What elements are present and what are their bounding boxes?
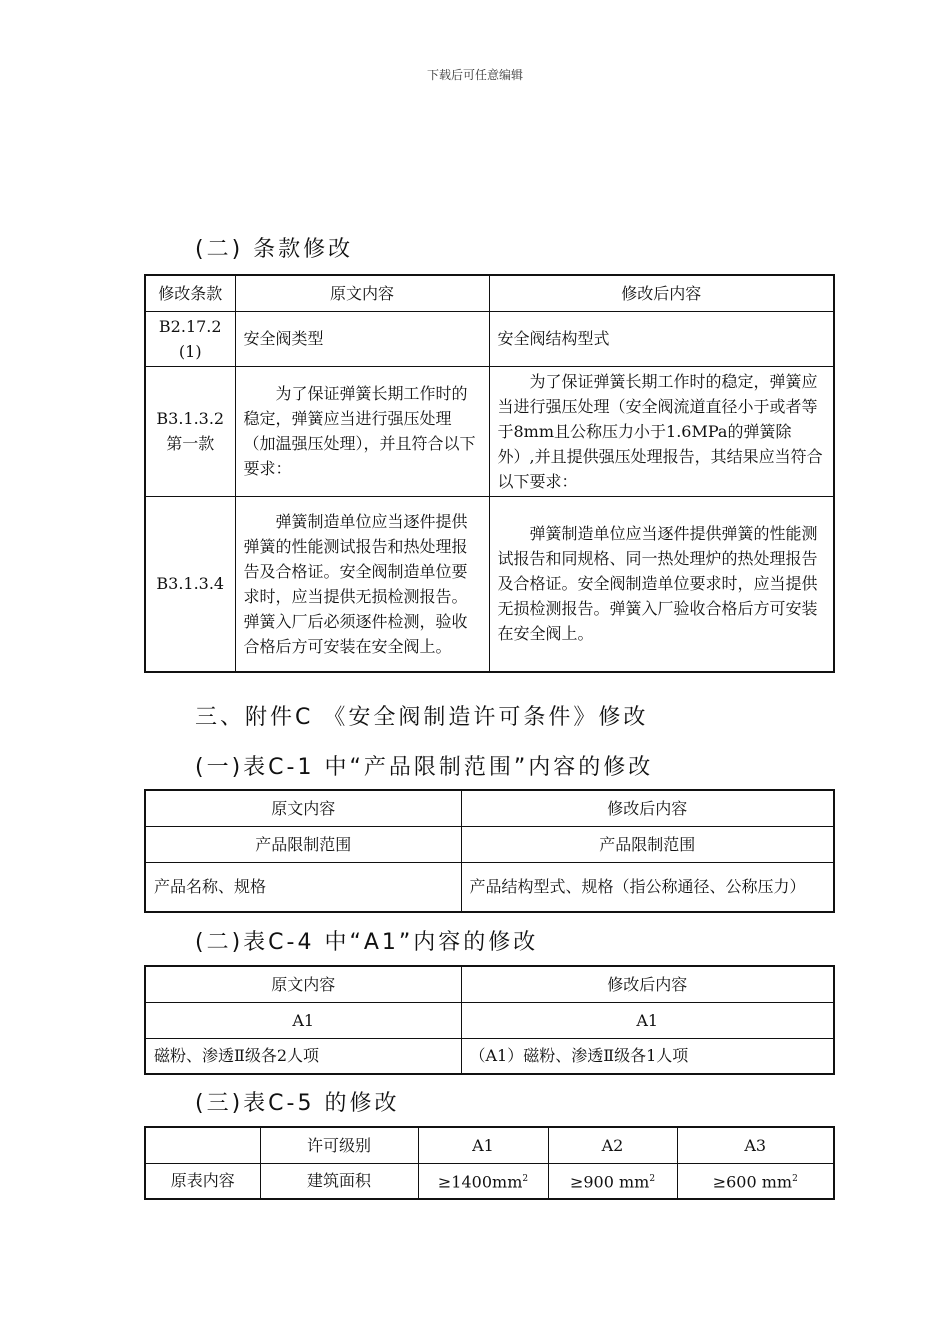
table-cell: 产品限制范围: [145, 826, 461, 862]
header-cell: 原文内容: [145, 790, 461, 826]
table-c1-revision: [144, 789, 835, 913]
table-cell: 原表内容: [145, 1163, 260, 1199]
area-value: ≥1400mm: [437, 1172, 523, 1192]
sub1-heading: (一)表C-1 中“产品限制范围”内容的修改: [195, 755, 654, 780]
table-header-row: [145, 790, 834, 826]
table-row: [145, 366, 834, 496]
original-cell: 弹簧制造单位应当逐件提供弹簧的性能测试报告和热处理报告及合格证。安全阀制造单位要求时，应当提供无损检测报告。弹簧入厂后必须逐件检测，验收合格后方可安装在安全阀上。: [235, 496, 489, 672]
table-c5-revision: [144, 1126, 835, 1200]
superscript: 2: [522, 1174, 529, 1185]
header-cell: [145, 1127, 260, 1163]
superscript: 2: [649, 1174, 656, 1185]
table-cell: [677, 1163, 834, 1199]
table-row: [145, 311, 834, 366]
table-cell: 产品名称、规格: [145, 862, 461, 912]
table-cell: 磁粉、渗透Ⅱ级各2人项: [145, 1038, 461, 1074]
header-cell: A1: [418, 1127, 548, 1163]
table-cell: 产品限制范围: [461, 826, 834, 862]
table-cell: A1: [145, 1002, 461, 1038]
sub3-heading: (三)表C-5 的修改: [195, 1091, 400, 1116]
section3-heading: 三、附件C 《安全阀制造许可条件》修改: [195, 705, 649, 730]
table-c4-revision: [144, 965, 835, 1075]
table-row: [145, 1038, 834, 1074]
table-header-row: [145, 1127, 834, 1163]
table-row: [145, 496, 834, 672]
header-cell: 修改后内容: [461, 790, 834, 826]
table-cell: [418, 1163, 548, 1199]
header-cell: 许可级别: [260, 1127, 418, 1163]
table-cell: 产品结构型式、规格（指公称通径、公称压力）: [461, 862, 834, 912]
clause-revision-table: [144, 274, 835, 673]
area-value: ≥600 mm: [712, 1172, 793, 1192]
table-row: [145, 1002, 834, 1038]
header-cell: 原文内容: [235, 275, 489, 311]
clause-cell: B2.17.2 (1): [145, 311, 235, 366]
table-row: [145, 1163, 834, 1199]
table-header-row: [145, 275, 834, 311]
area-value: ≥900 mm: [569, 1172, 650, 1192]
original-cell: 为了保证弹簧长期工作时的稳定，弹簧应当进行强压处理（加温强压处理），并且符合以下要求：: [235, 366, 489, 496]
clause-cell: B3.1.3.2 第一款: [145, 366, 235, 496]
clause-cell: B3.1.3.4: [145, 496, 235, 672]
revised-cell: 安全阀结构型式: [489, 311, 834, 366]
superscript: 2: [792, 1174, 798, 1185]
header-cell: A2: [548, 1127, 677, 1163]
sub2-heading: (二)表C-4 中“A1”内容的修改: [195, 930, 539, 955]
header-cell: 修改后内容: [461, 966, 834, 1002]
revised-cell: 弹簧制造单位应当逐件提供弹簧的性能测试报告和同规格、同一热处理炉的热处理报告及合格证。安全阀制造单位要求时，应当提供无损检测报告。弹簧入厂验收合格后方可安装在安全阀上。: [489, 496, 834, 672]
header-cell: 原文内容: [145, 966, 461, 1002]
table-cell: [548, 1163, 677, 1199]
table-header-row: [145, 966, 834, 1002]
original-cell: 安全阀类型: [235, 311, 489, 366]
header-note: 下载后可任意编辑: [426, 68, 523, 82]
table-row: [145, 826, 834, 862]
table-cell: A1: [461, 1002, 834, 1038]
section2-heading: (二) 条款修改: [195, 237, 354, 262]
table-cell: 建筑面积: [260, 1163, 418, 1199]
revised-cell: 为了保证弹簧长期工作时的稳定，弹簧应当进行强压处理（安全阀流道直径小于或者等于8mm且公称压力小于1.6MPa的弹簧除外）,并且提供强压处理报告，其结果应当符合以下要求：: [489, 366, 834, 496]
table-row: [145, 862, 834, 912]
header-cell: 修改后内容: [489, 275, 834, 311]
header-cell: 修改条款: [145, 275, 235, 311]
header-cell: A3: [677, 1127, 834, 1163]
table-cell: （A1）磁粉、渗透Ⅱ级各1人项: [461, 1038, 834, 1074]
